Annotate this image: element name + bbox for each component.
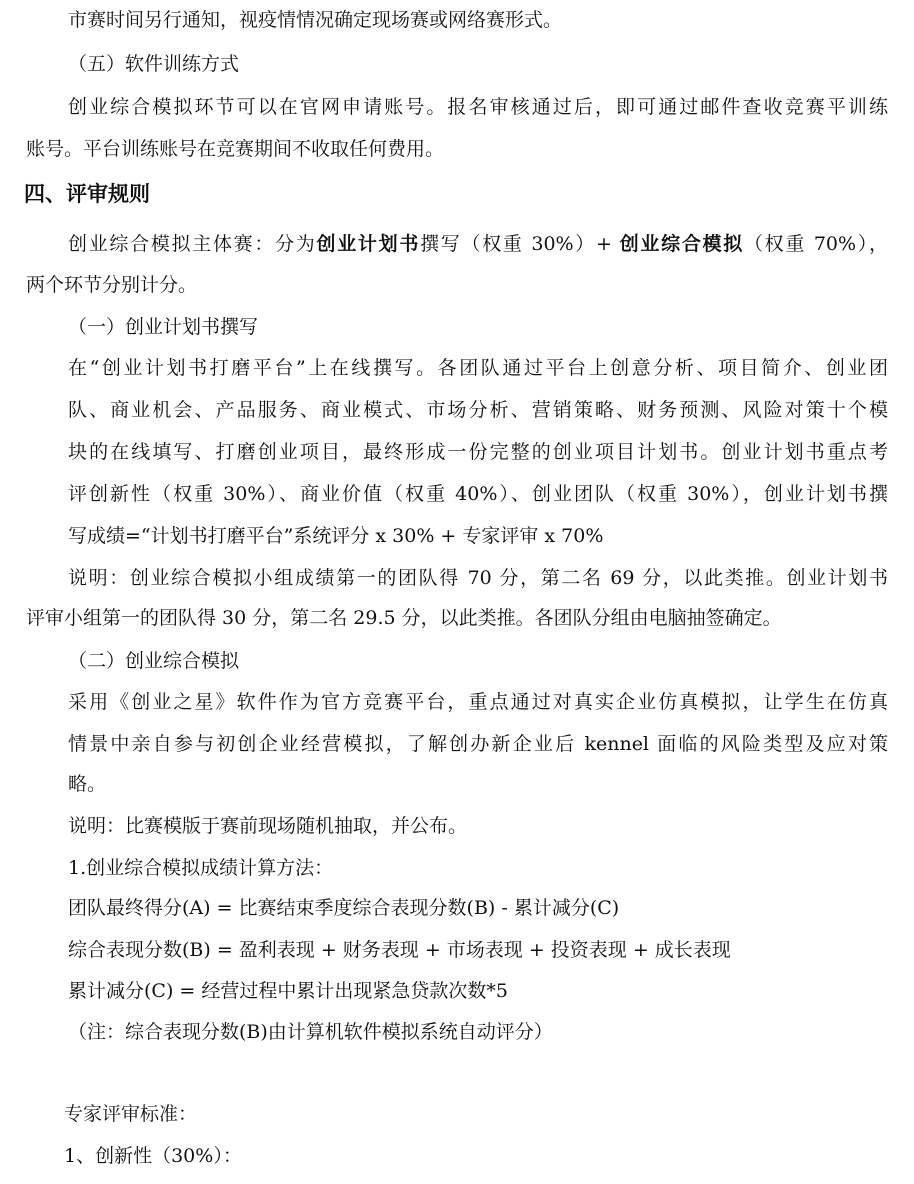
paragraph-line: 队、商业机会、产品服务、商业模式、市场分析、营销策略、财务预测、风险对策十个模 xyxy=(68,399,888,421)
note-line: （注：综合表现分数(B)由计算机软件模拟系统自动评分） xyxy=(68,1021,553,1043)
formula-line: 写成绩=“计划书打磨平台”系统评分 x 30% + 专家评审 x 70% xyxy=(68,525,604,547)
paragraph-line: 1.创业综合模拟成绩计算方法： xyxy=(68,857,334,879)
paragraph-line: 情景中亲自参与初创企业经营模拟，了解创办新企业后 kennel 面临的风险类型及应对策 xyxy=(68,733,888,755)
paragraph-line: 创业综合模拟环节可以在官网申请账号。报名审核通过后，即可通过邮件查收竞赛平训练 xyxy=(68,96,888,118)
paragraph-line: 采用《创业之星》软件作为官方竞赛平台，重点通过对真实企业仿真模拟，让学生在仿真 xyxy=(68,691,888,713)
paragraph-line: 在“创业计划书打磨平台”上在线撰写。各团队通过平台上创意分析、项目简介、创业团 xyxy=(68,357,888,379)
paragraph-line: 专家评审标准： xyxy=(64,1103,198,1125)
text-run: 创业综合模拟主体赛：分为 xyxy=(68,233,317,255)
paragraph-line: 市赛时间另行通知，视疫情情况确定现场赛或网络赛形式。 xyxy=(68,9,563,31)
formula-line: 累计减分(C) = 经营过程中累计出现紧急贷款次数*5 xyxy=(68,980,508,1002)
formula-line: 综合表现分数(B) = 盈利表现 + 财务表现 + 市场表现 + 投资表现 + 成长表现 xyxy=(68,939,731,961)
paragraph-line: 评审小组第一的团队得 30 分，第二名 29.5 分，以此类推。各团队分组由电脑抽签确定。 xyxy=(26,607,782,629)
text-run: （权重 70%）， xyxy=(743,233,888,255)
paragraph-line: 账号。平台训练账号在竞赛期间不收取任何费用。 xyxy=(26,138,445,160)
paragraph-line: 说明：比赛模版于赛前现场随机抽取，并公布。 xyxy=(68,815,468,837)
paragraph-line: 评创新性（权重 30%）、商业价值（权重 40%）、创业团队（权重 30%），创业计划书撰 xyxy=(68,483,888,505)
paragraph-line: 说明：创业综合模拟小组成绩第一的团队得 70 分，第二名 69 分，以此类推。创业计划书 xyxy=(68,567,888,589)
text-run: 撰写（权重 30%）+ xyxy=(420,233,620,255)
subsection-heading: （五）软件训练方式 xyxy=(68,53,240,75)
bold-term: 创业计划书 xyxy=(316,233,421,255)
paragraph-line: 块的在线填写、打磨创业项目，最终形成一份完整的创业项目计划书。创业计划书重点考 xyxy=(68,441,888,463)
list-item: 1、创新性（30%）： xyxy=(64,1145,242,1167)
paragraph-line: 两个环节分别计分。 xyxy=(26,274,198,296)
paragraph-line: 略。 xyxy=(68,773,107,795)
section-heading: 四、评审规则 xyxy=(24,181,150,206)
subsection-heading: （一）创业计划书撰写 xyxy=(68,316,259,338)
bold-term: 创业综合模拟 xyxy=(619,233,744,255)
formula-line: 团队最终得分(A) = 比赛结束季度综合表现分数(B) - 累计减分(C) xyxy=(68,897,620,919)
paragraph-line xyxy=(68,232,888,256)
subsection-heading: （二）创业综合模拟 xyxy=(68,650,240,672)
